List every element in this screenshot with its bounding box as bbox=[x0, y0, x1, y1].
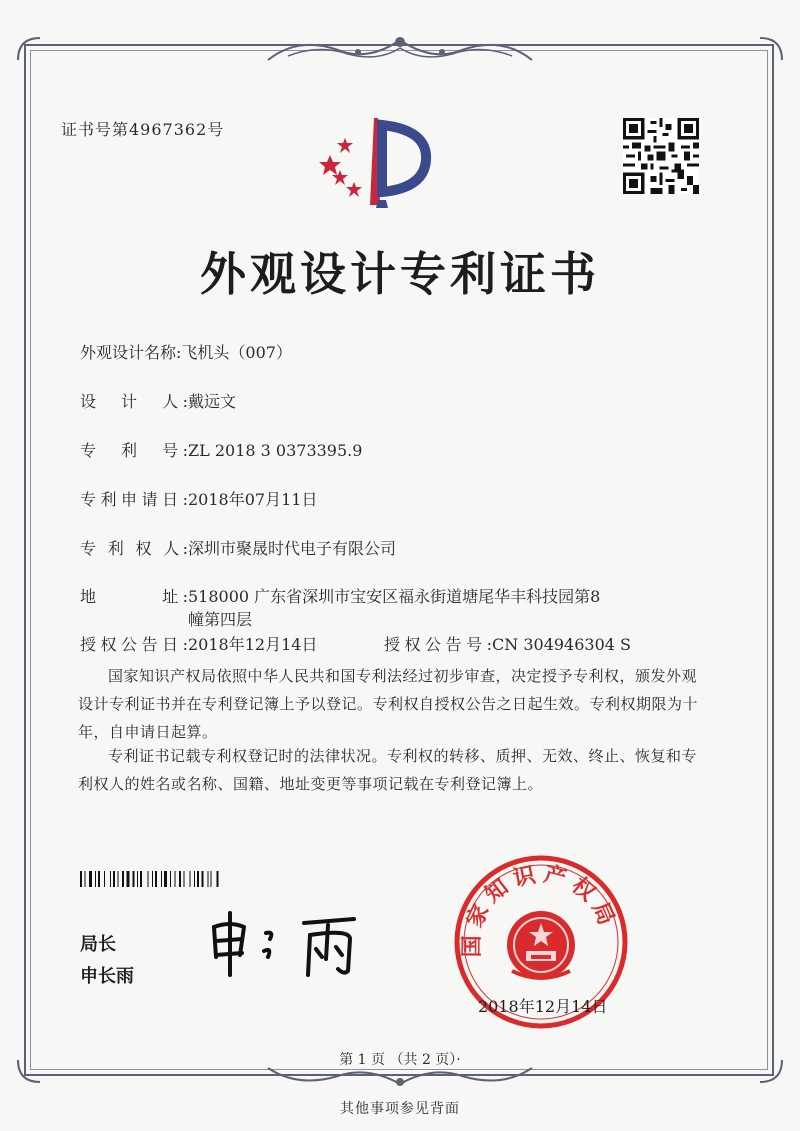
grant-number-label: 授权公告号: bbox=[384, 635, 492, 654]
design-name-value: 飞机头（007） bbox=[181, 343, 292, 362]
certificate-number: 证书号第4967362号 bbox=[61, 120, 225, 139]
field-patentee bbox=[80, 536, 396, 559]
field-filing-date bbox=[80, 487, 317, 510]
field-grant-date bbox=[80, 632, 317, 655]
address-line2-row bbox=[188, 607, 252, 630]
paragraph-1-line-3: 年，自申请日起算。 bbox=[78, 723, 218, 741]
paragraph-1 bbox=[78, 662, 718, 746]
paragraph-2-line-1: 专利证书记载专利权登记时的法律状况。专利权的转移、质押、无效、终止、恢复和专 bbox=[108, 747, 698, 765]
grant-number-value: CN 304946304 S bbox=[492, 635, 631, 654]
footer-note: 其他事项参见背面 bbox=[340, 1101, 460, 1117]
designer-label: 设 计 人: bbox=[80, 392, 188, 411]
patentee-label: 专 利 权 人: bbox=[80, 539, 188, 558]
patent-number-value: ZL 2018 3 0373395.9 bbox=[188, 441, 363, 460]
grant-date-value: 2018年12月14日 bbox=[188, 635, 318, 654]
patentee-value: 深圳市聚晟时代电子有限公司 bbox=[188, 539, 397, 558]
handwritten-signature bbox=[200, 905, 370, 985]
paragraph-1-line-1: 国家知识产权局依照中华人民共和国专利法经过初步审查，决定授予专利权，颁发外观 bbox=[108, 667, 698, 685]
corner-ornament-tr bbox=[756, 34, 786, 64]
grant-date-label: 授权公告日: bbox=[80, 635, 188, 654]
director-title: 局长 bbox=[80, 934, 116, 955]
field-grant-number bbox=[384, 632, 631, 655]
address-value-line2: 幢第四层 bbox=[188, 610, 253, 629]
address-value-line1: 518000 广东省深圳市宝安区福永街道塘尾华丰科技园第8 bbox=[188, 587, 601, 606]
qr-code bbox=[623, 118, 699, 194]
field-address bbox=[80, 584, 600, 607]
top-ornament bbox=[258, 32, 542, 68]
seal-text: 国家知识产权局 bbox=[459, 861, 621, 958]
address-label: 地 址: bbox=[80, 587, 188, 606]
director-name: 申长雨 bbox=[80, 966, 134, 987]
certificate-title: 外观设计专利证书 bbox=[200, 247, 600, 301]
filing-date-value: 2018年07月11日 bbox=[188, 490, 318, 509]
field-design-name bbox=[80, 340, 292, 363]
paragraph-1-line-2: 设计专利证书并在专利登记簿上予以登记。专利权自授权公告之日起生效。专利权期限为十 bbox=[78, 695, 699, 713]
designer-value: 戴远文 bbox=[188, 392, 237, 411]
filing-date-label: 专利申请日: bbox=[80, 490, 188, 509]
barcode bbox=[80, 871, 266, 887]
paragraph-2-line-2: 利权人的姓名或名称、国籍、地址变更等事项记载在专利登记簿上。 bbox=[78, 775, 544, 793]
field-patent-number bbox=[80, 438, 362, 461]
paragraph-2 bbox=[78, 742, 718, 798]
patent-office-logo bbox=[318, 110, 443, 210]
seal-date: 2018年12月14日 bbox=[478, 997, 608, 1016]
design-name-label: 外观设计名称: bbox=[80, 343, 182, 362]
corner-ornament-tl bbox=[14, 34, 44, 64]
patent-number-label: 专 利 号: bbox=[80, 441, 188, 460]
field-designer bbox=[80, 389, 236, 412]
page-number: 第 1 页 （共 2 页）· bbox=[339, 1052, 461, 1068]
